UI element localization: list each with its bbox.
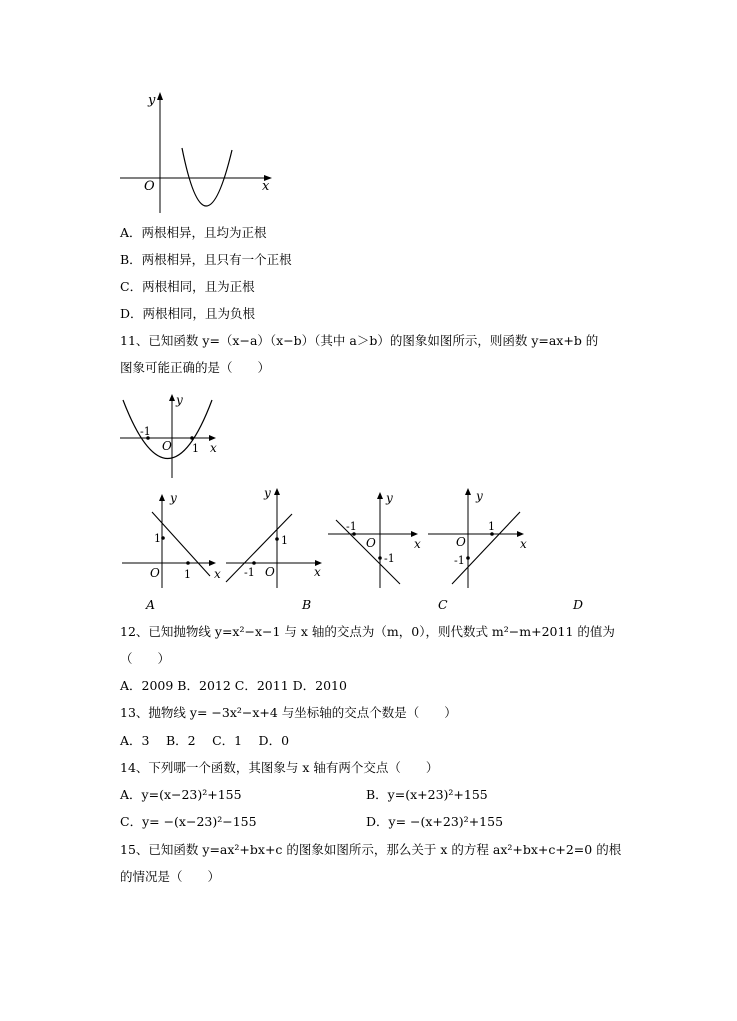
q13-options: A．3 B．2 C．1 D．0 bbox=[120, 733, 290, 748]
q10-y-label: y bbox=[148, 93, 156, 108]
choice-d-y-mark: -1 bbox=[454, 554, 465, 567]
choice-d-y-arrow bbox=[465, 488, 471, 495]
choice-c-x-label: x bbox=[414, 537, 421, 551]
q11-choice-b-letter: B bbox=[302, 597, 312, 612]
q11-main-y-label: y bbox=[176, 393, 183, 407]
choice-a-origin-label: O bbox=[150, 566, 160, 580]
choice-a-x-intercept-dot bbox=[186, 561, 190, 565]
choice-b-y-intercept-dot bbox=[275, 537, 279, 541]
choice-a-y-intercept-dot bbox=[161, 536, 165, 540]
choice-b-x-intercept-dot bbox=[252, 561, 256, 565]
choice-a-x-mark: 1 bbox=[184, 568, 191, 581]
choice-b-x-label: x bbox=[314, 565, 321, 579]
q11-choice-a-figure bbox=[120, 490, 225, 590]
q10-option-b: B．两根相异，且只有一个正根 bbox=[120, 252, 292, 267]
choice-a-y-arrow bbox=[159, 494, 165, 501]
choice-d-origin-label: O bbox=[456, 535, 466, 549]
choice-a-y-mark: 1 bbox=[154, 532, 161, 545]
q11-main-figure bbox=[116, 392, 226, 480]
q14-stem: 14、下列哪一个函数，其图象与 x 轴有两个交点（ ） bbox=[120, 760, 439, 775]
q15-stem-line2: 的情况是（ ） bbox=[120, 869, 221, 884]
q10-y-arrow bbox=[157, 92, 163, 100]
q11-main-right-root-label: 1 bbox=[192, 442, 199, 455]
q11-choice-d-letter: D bbox=[573, 597, 584, 612]
choice-a-x-arrow bbox=[209, 560, 216, 566]
q10-option-a: A．两根相异，且均为正根 bbox=[120, 225, 267, 240]
choice-c-y-intercept-dot bbox=[378, 556, 382, 560]
q14-option-c: C．y= −(x−23)²−155 bbox=[120, 814, 257, 829]
q14-option-b: B．y=(x+23)²+155 bbox=[366, 787, 488, 802]
choice-c-y-arrow bbox=[377, 492, 383, 499]
q11-main-left-root-label: -1 bbox=[140, 425, 151, 438]
choice-c-x-mark: -1 bbox=[346, 520, 357, 533]
choice-c-y-mark: -1 bbox=[384, 552, 395, 565]
q10-x-label: x bbox=[262, 179, 270, 194]
q14-option-a: A．y=(x−23)²+155 bbox=[120, 787, 242, 802]
choice-a-x-label: x bbox=[214, 567, 221, 581]
q14-option-d: D．y= −(x+23)²+155 bbox=[366, 814, 504, 829]
choice-d-y-intercept-dot bbox=[466, 556, 470, 560]
q10-parabola-figure bbox=[112, 88, 282, 218]
choice-b-y-arrow bbox=[274, 488, 280, 495]
q12-stem-line2: （ ） bbox=[120, 651, 171, 666]
choice-b-origin-label: O bbox=[265, 565, 275, 579]
choice-d-x-mark: 1 bbox=[488, 520, 495, 533]
choice-b-x-mark: -1 bbox=[244, 566, 255, 579]
q11-stem-line1: 11、已知函数 y=（x−a）（x−b）（其中 a＞b）的图象如图所示，则函数 y=ax+b 的 bbox=[120, 333, 599, 348]
q11-main-right-root-dot bbox=[190, 436, 194, 440]
q12-stem-line1: 12、已知抛物线 y=x²−x−1 与 x 轴的交点为（m，0），则代数式 m²−m+2011 的值为 bbox=[120, 624, 615, 639]
q10-origin-label: O bbox=[144, 179, 155, 194]
choice-b-y-label: y bbox=[264, 486, 271, 500]
choice-c-y-label: y bbox=[386, 491, 393, 505]
q10-option-c: C．两根相同，且为正根 bbox=[120, 279, 255, 294]
q11-main-origin-label: O bbox=[162, 439, 172, 453]
choice-a-y-label: y bbox=[170, 491, 177, 505]
q11-main-y-arrow bbox=[169, 394, 175, 401]
choice-d-y-label: y bbox=[476, 489, 483, 503]
q11-choice-c-letter: C bbox=[438, 597, 448, 612]
q10-parabola-curve bbox=[182, 148, 232, 206]
choice-c-origin-label: O bbox=[366, 536, 376, 550]
q12-options: A．2009 B．2012 C．2011 D．2010 bbox=[120, 678, 347, 693]
choice-b-line bbox=[226, 514, 292, 582]
choice-d-x-label: x bbox=[520, 537, 527, 551]
q11-stem-line2: 图象可能正确的是（ ） bbox=[120, 360, 271, 375]
q11-main-x-label: x bbox=[210, 441, 217, 455]
q11-choice-b-figure bbox=[224, 484, 329, 590]
q15-stem-line1: 15、已知函数 y=ax²+bx+c 的图象如图所示，那么关于 x 的方程 ax²+bx+c+2=0 的根 bbox=[120, 842, 622, 857]
q11-choice-c-figure bbox=[326, 490, 431, 590]
q11-choice-a-letter: A bbox=[146, 597, 156, 612]
q13-stem: 13、抛物线 y= −3x²−x+4 与坐标轴的交点个数是（ ） bbox=[120, 705, 457, 720]
q11-choice-d-figure bbox=[426, 484, 536, 590]
choice-b-y-mark: 1 bbox=[281, 534, 288, 547]
q10-option-d: D．两根相同，且为负根 bbox=[120, 306, 256, 321]
